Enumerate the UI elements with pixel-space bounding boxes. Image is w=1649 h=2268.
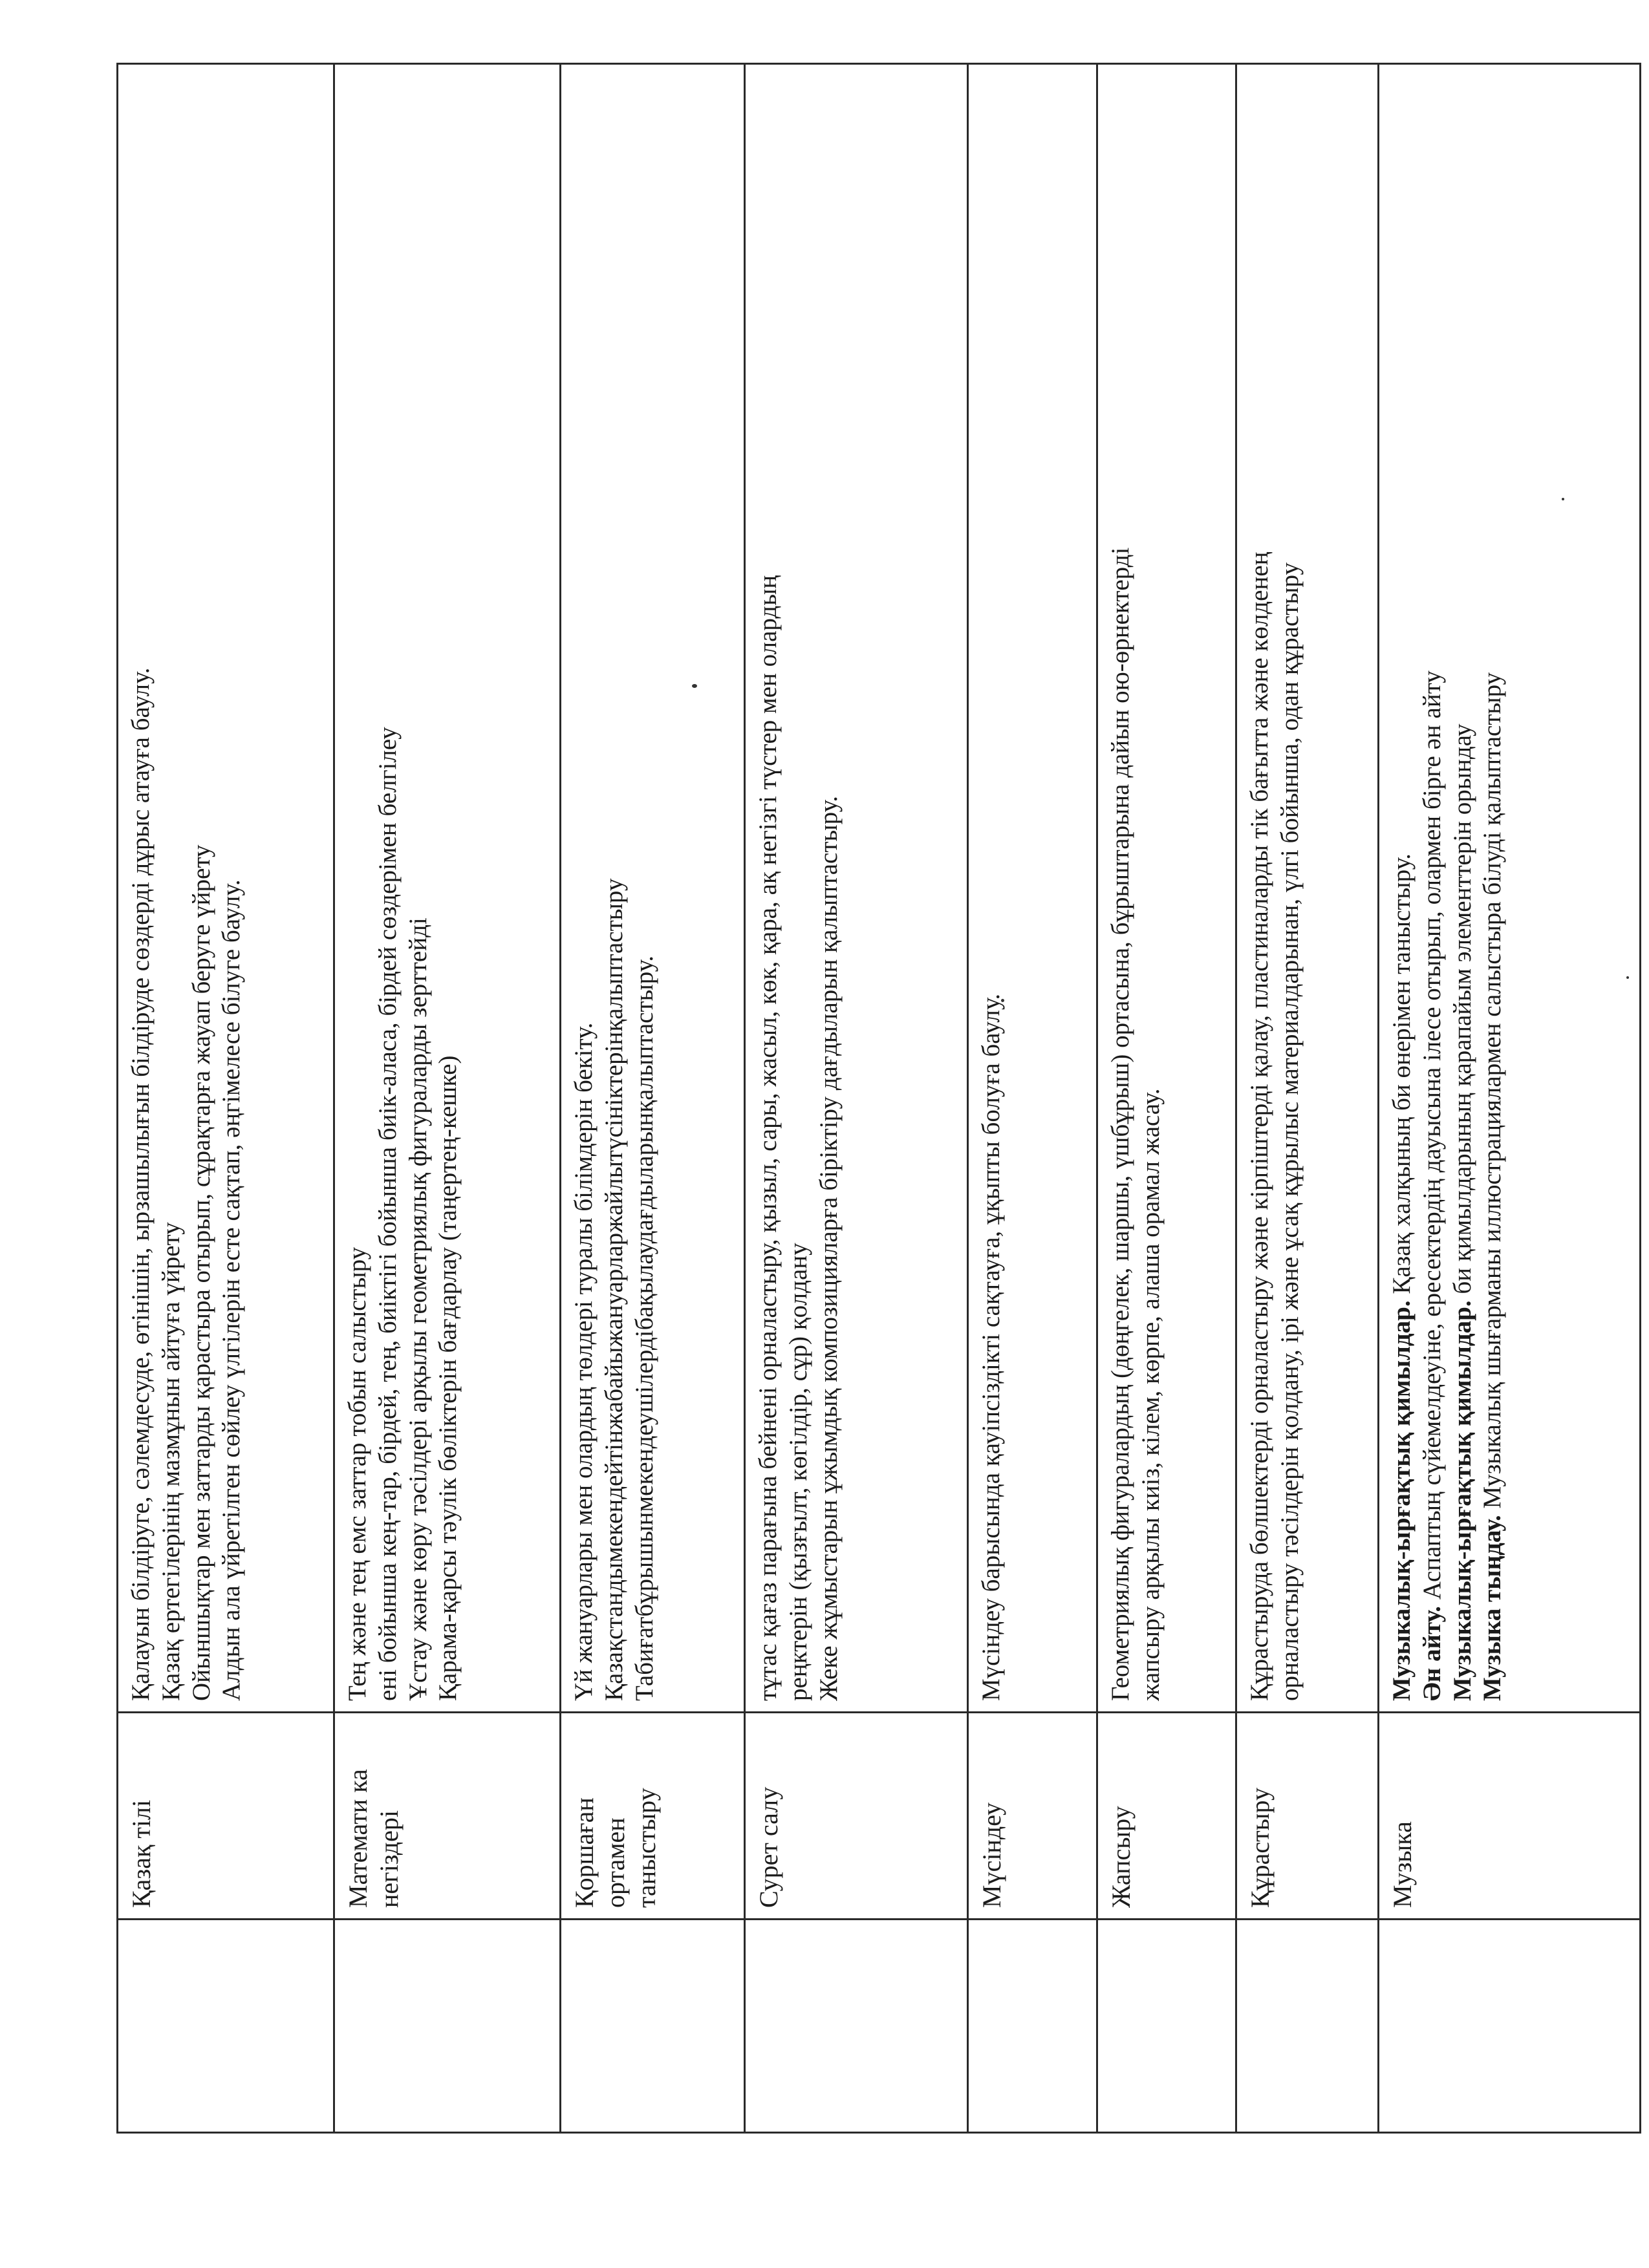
content-line: реңктерін (қызғылт, көгілдір, сұр) қолдану — [784, 1243, 812, 1701]
table-row — [1236, 64, 1379, 2133]
empty-cell — [334, 1920, 561, 2133]
content-line: Жеке жұмыстарын ұжымдық композицияларға біріктіру дағдыларын қалыптастыру. — [814, 796, 843, 1701]
table-row — [118, 64, 334, 2133]
content-line: жапсыру арқылы киіз, кілем, көрпе, алаша орамал жасау. — [1136, 1088, 1165, 1701]
content-line — [1417, 75, 1448, 1701]
empty-cell — [1236, 1920, 1379, 2133]
table-row — [1379, 64, 1641, 2133]
content-cell — [1236, 64, 1379, 1713]
table-row — [1097, 64, 1236, 2133]
empty-cell — [561, 1920, 745, 2133]
content-cell — [1097, 64, 1236, 1713]
section-heading: Музыкалық-ырғақтық қимылдар. — [1448, 1300, 1476, 1701]
content-line — [1478, 75, 1508, 1701]
content-line: орналастыру тәсілдерін қолдану, ірі және ұсақ құрылыс материалдарынан, үлгі бойынша, одан құрастыру — [1275, 562, 1304, 1701]
content-line: ені бойынша кең-тар, бірдей, тең, биіктігі бойынша биік-аласа, бірдей сөздерімен белгілеу — [373, 727, 402, 1701]
curriculum-table-body — [118, 64, 1641, 2133]
section-text: Музыкалық шығарманы иллюстрациялармен салыстыра білуді қалыптастыру — [1478, 672, 1507, 1515]
content-line: Ойыншықтар мен заттарды қарастыра отырып, сұрақтарға жауап беруге үйрету — [187, 844, 215, 1701]
content-line: тұтас қағаз парағына бейнені орналастыру, қызыл, сары, жасыл, көк, қара, ақ негізгі түстер мен олардың — [754, 575, 782, 1701]
table-row — [334, 64, 561, 2133]
content-cell — [118, 64, 334, 1713]
content-cell — [561, 64, 745, 1713]
table-row — [968, 64, 1097, 2133]
content-line: Қалауын білдіруге, сәлемдесуде, өтінішін, ырзашылығын білдіруде сөздерді дұрыс атауға баулу. — [127, 667, 155, 1701]
content-line: Қазақстандымекендейтінжабайыжануарларжайлытүсініктерінқалыптастыру — [599, 878, 628, 1701]
subject-cell: Мүсіндеу — [968, 1713, 1097, 1920]
empty-cell — [1379, 1920, 1641, 2133]
content-line: Геометриялық фигуралардың (дөңгелек, шаршы, үшбұрыш) ортасына, бұрыштарына дайын ою-өрнектерді — [1106, 547, 1134, 1701]
content-line: Мүсіндеу барысында қауіпсіздікті сақтауға, ұқыпты болуға баулу. — [977, 993, 1005, 1701]
rotated-page — [116, 65, 1507, 2134]
content-line: Тең және тең емс заттар тобын салыстыру — [343, 1246, 371, 1701]
subject-cell: Құрастыру — [1236, 1713, 1379, 1920]
section-heading: Музыка тыңдау. — [1478, 1515, 1507, 1701]
section-text: Қазақ халқының би өнерімен таныстыру. — [1388, 853, 1416, 1301]
content-line: Қарама-қарсы тәулік бөліктерін бағдарлау (таңертең-кешке) — [434, 1055, 462, 1701]
subject-cell: Математи ка негіздері — [334, 1713, 561, 1920]
content-cell — [745, 64, 968, 1713]
subject-cell: Жапсыру — [1097, 1713, 1236, 1920]
section-text: би қимылдарының қарапайым элементтерін орындау — [1448, 723, 1476, 1301]
empty-cell — [1097, 1920, 1236, 2133]
content-line: Ұстау және көру тәсілдері арқылы геометриялық фигураларды зерттейді — [404, 917, 432, 1701]
empty-cell — [745, 1920, 968, 2133]
content-cell — [334, 64, 561, 1713]
subject-cell: Музыка — [1379, 1713, 1641, 1920]
content-line: Алдын ала үйретілген сөйлеу үлгілерін есте сақтап, әңгімелесе білуге баулу. — [217, 879, 246, 1701]
content-line — [1387, 75, 1417, 1701]
section-heading: Музыкалық-ырғақтық қимылдар. — [1388, 1300, 1416, 1701]
subject-cell: Қазақ тілі — [118, 1713, 334, 1920]
curriculum-table — [116, 63, 1641, 2134]
content-cell — [968, 64, 1097, 1713]
section-heading: Ән айту. — [1417, 1606, 1446, 1701]
content-line: Табиғатбұрышынмекендеушілердібақылаудағдыларынқалыптастыру. — [630, 955, 658, 1701]
subject-cell: Қоршаған ортамен таныстыру — [561, 1713, 745, 1920]
content-cell — [1379, 64, 1641, 1713]
content-line: Құрастыруда бөлшектерді орналастыру және кірпіштерді қалау, пластиналарды тік бағытта және көлденең — [1245, 551, 1273, 1701]
subject-cell: Сурет салу — [745, 1713, 968, 1920]
table-row — [561, 64, 745, 2133]
empty-cell — [968, 1920, 1097, 2133]
table-row — [745, 64, 968, 2133]
content-line — [1448, 75, 1478, 1701]
section-text: Аспаптың сүйемелдеуіне, ересектердің дауысына ілесе отырып, олармен бірге ән айту — [1417, 670, 1446, 1606]
content-line: Үй жануарлары мен олардың төлдері туралы білімдерін бекіту. — [570, 1022, 598, 1701]
content-line: Қазақ ертегілерінің мазмұнын айтуға үйрету — [156, 1222, 185, 1701]
empty-cell — [118, 1920, 334, 2133]
